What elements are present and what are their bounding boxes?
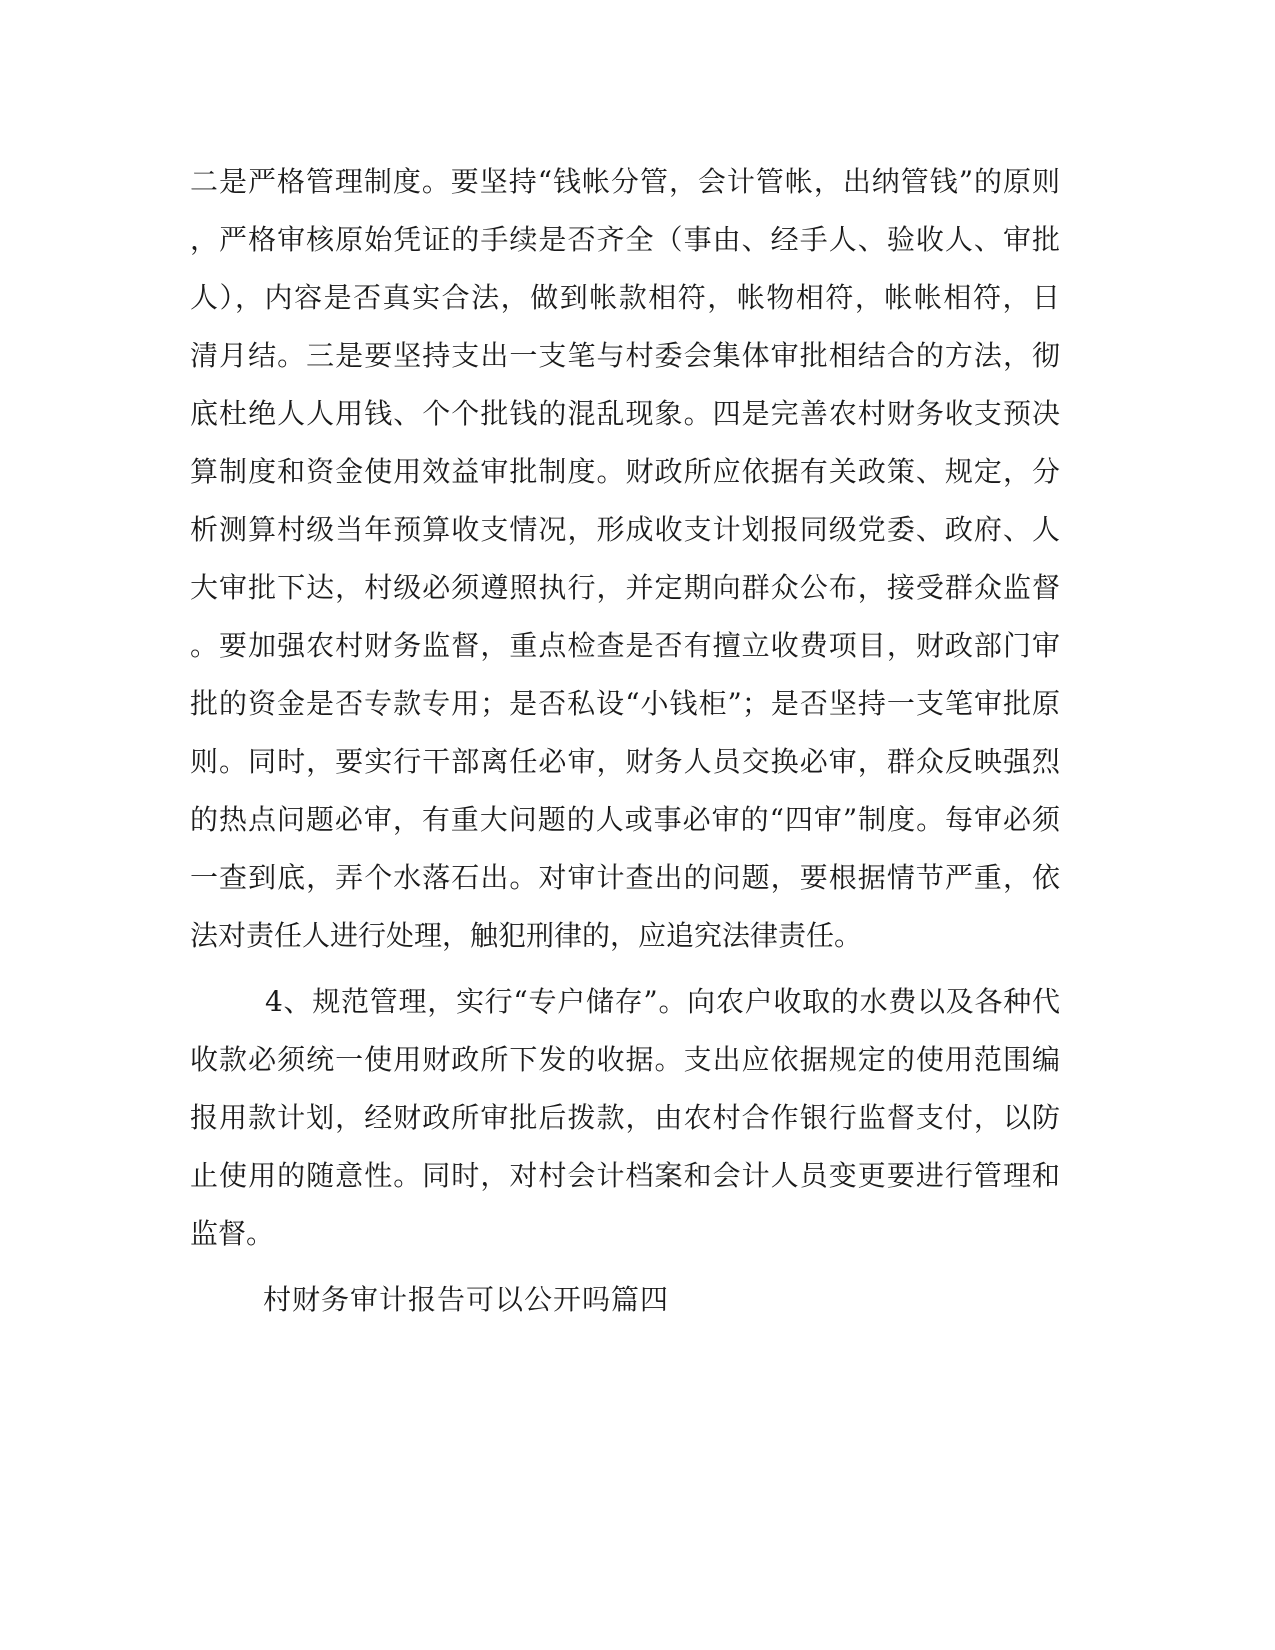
section-heading: 村财务审计报告可以公开吗篇四 <box>263 1283 670 1316</box>
paragraph-1-line-11: 则。同时，要实行干部离任必审，财务人员交换必审，群众反映强烈 <box>190 745 1060 778</box>
paragraph-2-line-2: 收款必须统一使用财政所下发的收据。支出应依据规定的使用范围编 <box>190 1043 1060 1076</box>
paragraph-1-line-14: 法对责任人进行处理，触犯刑律的，应追究法律责任。 <box>190 919 863 952</box>
paragraph-1-line-4: 清月结。三是要坚持支出一支笔与村委会集体审批相结合的方法，彻 <box>190 339 1060 372</box>
paragraph-2-line-4: 止使用的随意性。同时，对村会计档案和会计人员变更要进行管理和 <box>190 1159 1060 1192</box>
paragraph-1-line-1: 二是严格管理制度。要坚持“钱帐分管，会计管帐，出纳管钱”的原则 <box>190 165 1060 198</box>
paragraph-1-line-12: 的热点问题必审，有重大问题的人或事必审的“四审”制度。每审必须 <box>190 803 1060 836</box>
paragraph-1-line-6: 算制度和资金使用效益审批制度。财政所应依据有关政策、规定，分 <box>190 455 1060 488</box>
paragraph-2-line-5: 监督。 <box>190 1217 275 1250</box>
paragraph-1-line-10: 批的资金是否专款专用；是否私设“小钱柜”；是否坚持一支笔审批原 <box>190 687 1060 720</box>
paragraph-1-line-9: 。要加强农村财务监督，重点检查是否有擅立收费项目，财政部门审 <box>190 629 1060 662</box>
paragraph-1-line-13: 一查到底，弄个水落石出。对审计查出的问题，要根据情节严重，依 <box>190 861 1060 894</box>
paragraph-1-line-7: 析测算村级当年预算收支情况，形成收支计划报同级党委、政府、人 <box>190 513 1060 546</box>
paragraph-2-line-1: 4、规范管理，实行“专户储存”。向农户收取的水费以及各种代 <box>265 985 1060 1018</box>
paragraph-1-line-8: 大审批下达，村级必须遵照执行，并定期向群众公布，接受群众监督 <box>190 571 1060 604</box>
paragraph-1-line-5: 底杜绝人人用钱、个个批钱的混乱现象。四是完善农村财务收支预决 <box>190 397 1060 430</box>
paragraph-1-line-2: ，严格审核原始凭证的手续是否齐全（事由、经手人、验收人、审批 <box>190 223 1060 256</box>
paragraph-2-line-3: 报用款计划，经财政所审批后拨款，由农村合作银行监督支付，以防 <box>190 1101 1060 1134</box>
paragraph-1-line-3: 人），内容是否真实合法，做到帐款相符，帐物相符，帐帐相符，日 <box>190 281 1060 314</box>
